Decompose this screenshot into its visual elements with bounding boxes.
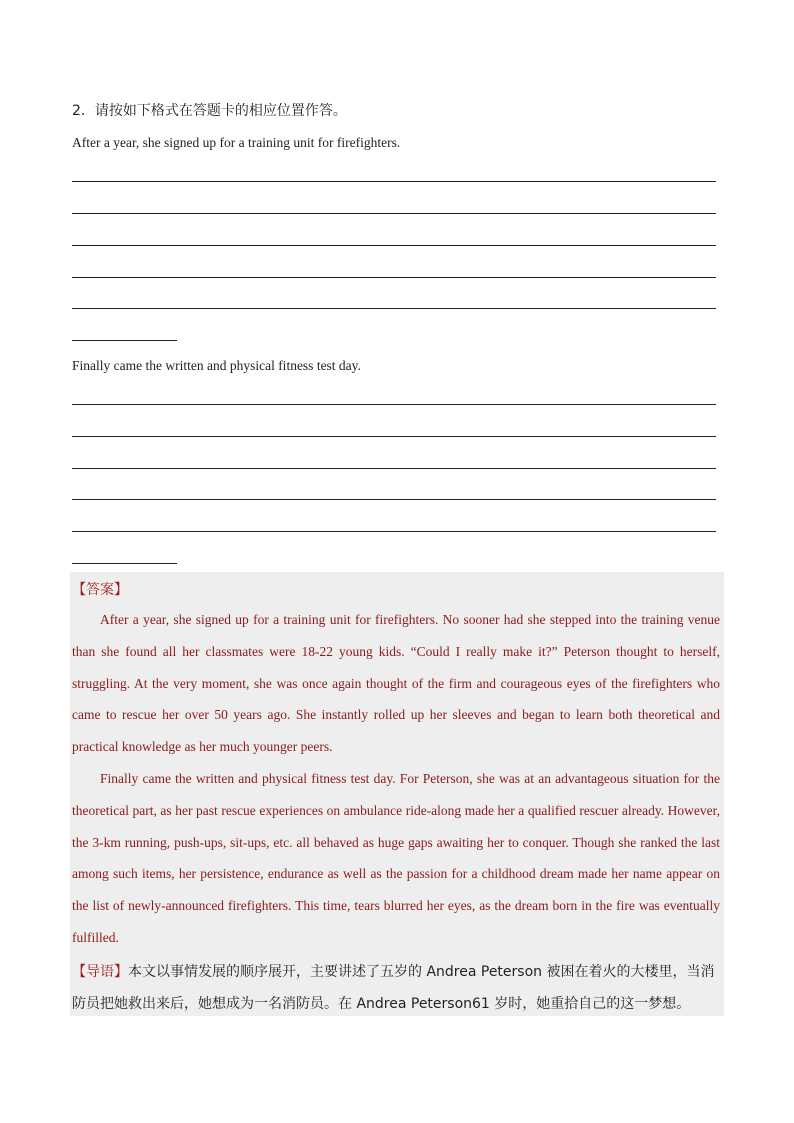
answer-line (72, 245, 716, 246)
answer-line (72, 404, 716, 405)
answer-paragraph-2 (72, 763, 720, 954)
answer-line-short (72, 340, 177, 341)
answer-paragraph-2-text: Finally came the written and physical fitness test day. For Peterson, she was at an advantageous situation for the theoretical part, as her past rescue experiences on ambulance ride-along made her a qualified rescuer already. However, the 3-km running, push-ups, sit-ups, etc. all behaved as huge gaps awaiting her to conquer. Though she ranked the last among such items, her persistence, endurance as well as the passion for a childhood dream made her name appear on the list of newly-announced firefighters. This time, tears blurred her eyes, as the dream born in the fire was eventually fulfilled. (72, 771, 720, 945)
answer-line (72, 531, 716, 532)
answer-line (72, 308, 716, 309)
writing-prompt-2: Finally came the written and physical fitness test day. (72, 358, 361, 373)
answer-line (72, 468, 716, 469)
guide-label: 【导语】 (72, 964, 128, 980)
answer-line (72, 436, 716, 437)
question-title: 2．请按如下格式在答题卡的相应位置作答。 (72, 103, 347, 119)
answer-line (72, 277, 716, 278)
answer-paragraph-1-text: After a year, she signed up for a training unit for firefighters. No sooner had she stepped into the training venue than she found all her classmates were 18-22 young kids. “Could I really make it?” Peterson thought to herself, struggling. At the very moment, she was once again thought of the firm and courageous eyes of the firefighters who came to rescue her over 50 years ago. She instantly rolled up her sleeves and began to learn both theoretical and practical knowledge as her much younger peers. (72, 612, 720, 755)
answer-line-short (72, 563, 177, 564)
answer-line (72, 213, 716, 214)
answer-line (72, 181, 716, 182)
answer-line (72, 499, 716, 500)
guide-section (72, 956, 722, 1020)
answer-label: 【答案】 (72, 582, 128, 598)
answer-paragraph-1 (72, 604, 720, 763)
guide-text: 本文以事情发展的顺序展开，主要讲述了五岁的 Andrea Peterson 被困在着火的大楼里，当消防员把她救出来后，她想成为一名消防员。在 Andrea Peterson61 岁时，她重拾自己的这一梦想。 (72, 964, 715, 1012)
writing-prompt-1: After a year, she signed up for a training unit for firefighters. (72, 135, 401, 150)
